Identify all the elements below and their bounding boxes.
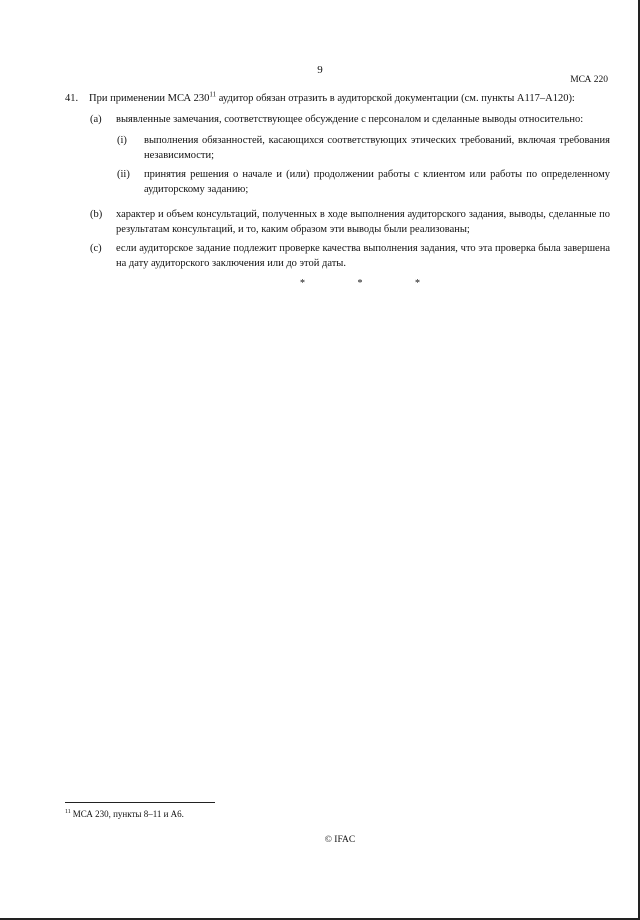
footnote-number: 11 — [65, 809, 71, 815]
separator-star: * — [300, 278, 305, 289]
list-item-text: выявленные замечания, соответствующее обсуждение с персоналом и сделанные выводы относительно: — [116, 114, 584, 125]
list-item-marker: (a) — [90, 114, 102, 125]
copyright-footer: © IFAC — [324, 835, 356, 845]
running-header-standard: МСА 220 — [570, 75, 608, 85]
footnote — [65, 809, 184, 819]
list-item-text: характер и объем консультаций, полученных в ходе выполнения аудиторского задания, выводы, сделанные по результатам консультаций, и то, каким образом эти выводы были реализованы; — [116, 209, 610, 235]
sub-item-marker: (ii) — [117, 169, 130, 180]
separator-star: * — [357, 278, 363, 289]
section-separator — [300, 278, 420, 289]
footnote-rule — [65, 802, 215, 803]
list-item-text: если аудиторское задание подлежит проверке качества выполнения задания, что эта проверка была завершена на дату аудиторского заключения или до этой даты. — [116, 243, 610, 269]
paragraph-lead-text-after: аудитор обязан отразить в аудиторской документации (см. пункты А117–А120): — [216, 93, 575, 104]
paragraph-lead — [89, 91, 610, 106]
list-item-marker: (b) — [90, 209, 103, 220]
sub-item-text: выполнения обязанностей, касающихся соответствующих этических требований, включая требования независимости; — [144, 135, 610, 161]
sub-item-marker: (i) — [117, 135, 127, 146]
page-number: 9 — [317, 64, 323, 76]
footnote-text: МСА 230, пункты 8–11 и А6. — [72, 809, 184, 819]
sub-item-text: принятия решения о начале и (или) продолжении работы с клиентом или работы по определенному аудиторскому заданию; — [144, 169, 610, 195]
list-item-marker: (c) — [90, 243, 102, 254]
paragraph-number: 41. — [65, 93, 79, 104]
paragraph-lead-text: При применении МСА 230 — [89, 93, 210, 104]
footnote-reference: 11 — [209, 90, 217, 99]
separator-star: * — [415, 278, 420, 289]
